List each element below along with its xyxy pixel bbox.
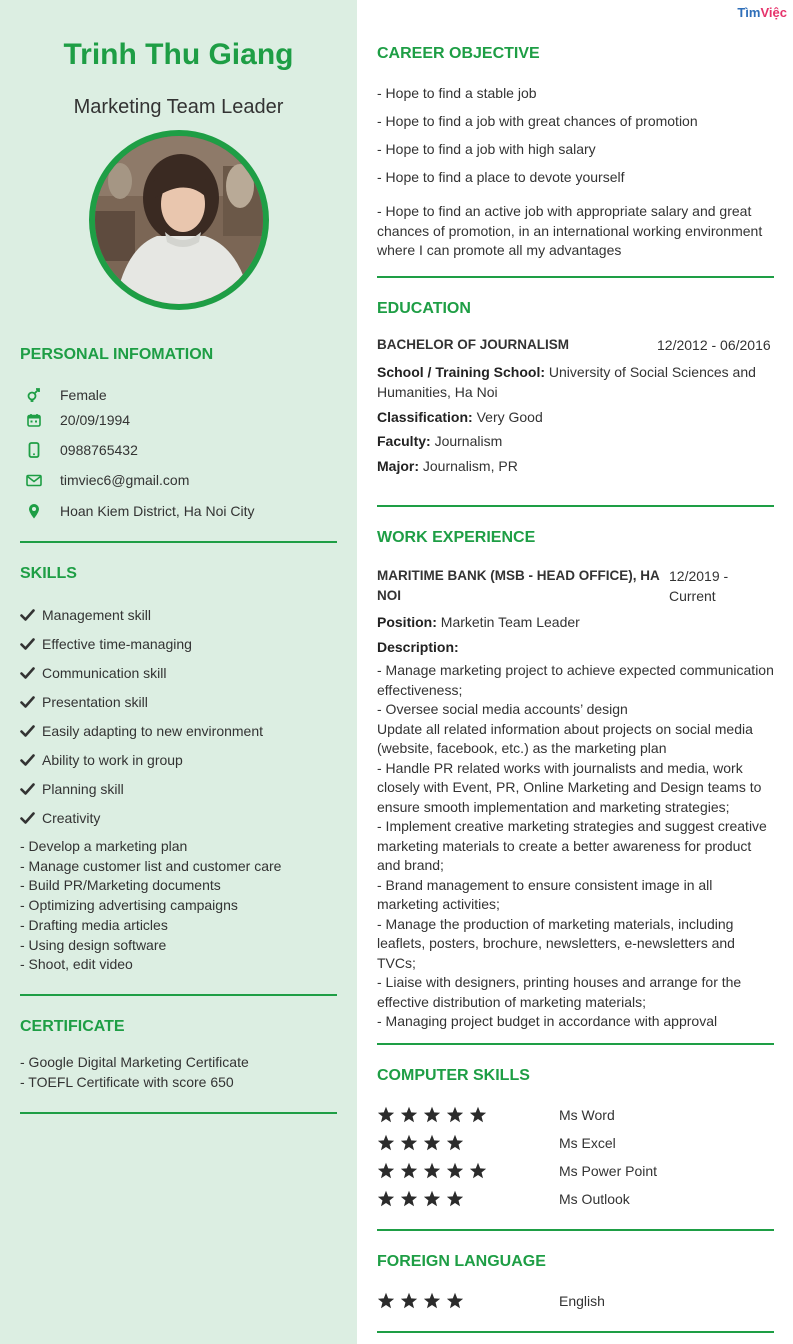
skill-detail-line: - Drafting media articles <box>20 916 168 933</box>
avatar-photo <box>95 136 263 304</box>
candidate-name: Trinh Thu Giang <box>63 38 294 71</box>
candidate-title: Marketing Team Leader <box>73 96 284 118</box>
education-major <box>377 456 777 476</box>
skill-item <box>20 808 100 828</box>
rating-label: Ms Excel <box>559 1135 616 1151</box>
school-value: University of Social Sciences and Humanities, Ha Noi <box>377 364 756 400</box>
star-icon <box>400 1292 423 1314</box>
major-value: Journalism, PR <box>419 458 518 474</box>
star-rating <box>377 1134 469 1156</box>
star-rating <box>377 1106 492 1128</box>
personal-info-heading: PERSONAL INFOMATION <box>20 346 214 363</box>
star-rating <box>377 1292 469 1314</box>
info-address <box>20 500 340 522</box>
computer-skill-row <box>377 1190 777 1210</box>
description-line: - Handle PR related works with journalists and media, work closely with Event, PR, Online Marketing and Design teams to ensure smooth implementation and marketing strategies; <box>377 759 762 815</box>
star-icon <box>377 1162 400 1184</box>
checkmark-icon <box>20 638 42 650</box>
star-icon <box>446 1292 469 1314</box>
description-line: - Manage the production of marketing materials, including leaflets, posters, brochure, newsletters, e-newsletters and TVCs; <box>377 915 735 971</box>
skill-item <box>20 634 192 654</box>
divider <box>20 1112 337 1114</box>
skill-label: Management skill <box>42 607 151 623</box>
objective-line: - Hope to find a job with high salary <box>377 141 596 157</box>
info-birthday <box>20 409 340 431</box>
email-icon <box>22 474 46 487</box>
description-line: - Liaise with designers, printing houses and arrange for the effective distribution of marketing materials; <box>377 974 742 1010</box>
skill-item <box>20 692 148 712</box>
education-heading: EDUCATION <box>377 300 471 317</box>
language-row <box>377 1292 777 1312</box>
description-line: - Oversee social media accounts’ design <box>377 701 628 717</box>
star-icon <box>400 1134 423 1156</box>
checkmark-icon <box>20 696 42 708</box>
checkmark-icon <box>20 609 42 621</box>
checkmark-icon <box>20 783 42 795</box>
description-label: Description: <box>377 639 459 655</box>
company-title: MARITIME BANK (MSB - HEAD OFFICE), HA NOI <box>377 568 660 603</box>
birthday-value: 20/09/1994 <box>60 412 131 428</box>
star-icon <box>377 1292 400 1314</box>
position-value: Marketin Team Leader <box>436 614 580 630</box>
objective-line: - Hope to find a stable job <box>377 85 537 101</box>
certificate-heading: CERTIFICATE <box>20 1018 125 1035</box>
checkmark-icon <box>20 725 42 737</box>
star-rating <box>377 1162 492 1184</box>
objective-line: - Hope to find a job with great chances of promotion <box>377 113 698 129</box>
rating-label: Ms Outlook <box>559 1191 630 1207</box>
work-description-label <box>377 637 777 657</box>
logo-part-2: Việc <box>760 5 787 20</box>
star-icon <box>400 1190 423 1212</box>
rating-label: Ms Word <box>559 1107 615 1123</box>
skill-detail-line: - Shoot, edit video <box>20 956 133 973</box>
avatar <box>89 130 269 310</box>
certificate-list <box>20 1053 350 1092</box>
skill-label: Communication skill <box>42 665 167 681</box>
degree-title: BACHELOR OF JOURNALISM <box>377 337 569 352</box>
skill-label: Creativity <box>42 810 101 826</box>
star-icon <box>423 1162 446 1184</box>
divider <box>377 505 774 507</box>
divider <box>377 1043 774 1045</box>
classification-label: Classification: <box>377 409 473 425</box>
divider <box>377 1229 774 1231</box>
skill-label: Ability to work in group <box>42 752 183 768</box>
info-email <box>20 469 340 491</box>
objective-line: - Hope to find a place to devote yourself <box>377 169 625 185</box>
star-rating <box>377 1190 469 1212</box>
star-icon <box>400 1106 423 1128</box>
skill-detail-line: - Build PR/Marketing documents <box>20 877 221 894</box>
description-line: - Manage marketing project to achieve expected communication effectiveness; <box>377 662 774 698</box>
description-line: - Brand management to ensure consistent image in all marketing activities; <box>377 876 713 912</box>
skills-detail-list <box>20 837 350 975</box>
objective-paragraph: - Hope to find an active job with appropriate salary and great chances of promotion, in an international working environment where I can promote all my advantages <box>377 203 763 258</box>
skill-item <box>20 750 183 770</box>
skill-label: Planning skill <box>42 781 124 797</box>
classification-value: Very Good <box>472 409 543 425</box>
timviec-logo[interactable] <box>737 5 787 20</box>
skill-label: Presentation skill <box>42 694 148 710</box>
info-gender <box>20 384 340 406</box>
logo-part-1: Tìm <box>737 5 761 20</box>
star-icon <box>469 1106 492 1128</box>
work-dates: 12/2019 - Current <box>669 568 729 604</box>
star-icon <box>423 1134 446 1156</box>
skill-item <box>20 663 166 683</box>
email-value[interactable]: timviec6@gmail.com <box>60 472 190 488</box>
star-icon <box>469 1162 492 1184</box>
work-position <box>377 612 777 632</box>
foreign-language-heading: FOREIGN LANGUAGE <box>377 1253 546 1270</box>
computer-skill-row <box>377 1162 777 1182</box>
career-objective-heading: CAREER OBJECTIVE <box>377 45 540 62</box>
rating-label: Ms Power Point <box>559 1163 658 1179</box>
star-icon <box>446 1106 469 1128</box>
education-dates: 12/2012 - 06/2016 <box>657 337 771 353</box>
star-icon <box>400 1162 423 1184</box>
gender-icon <box>22 387 46 403</box>
star-icon <box>423 1190 446 1212</box>
star-icon <box>446 1134 469 1156</box>
rating-label: English <box>559 1293 605 1309</box>
skill-detail-line: - Develop a marketing plan <box>20 838 188 854</box>
work-experience-heading: WORK EXPERIENCE <box>377 529 536 546</box>
skill-item <box>20 605 151 625</box>
computer-skills-heading: COMPUTER SKILLS <box>377 1067 530 1084</box>
phone-value: 0988765432 <box>60 442 138 458</box>
description-line: - Implement creative marketing strategies and suggest creative marketing materials to create a better awareness for product and brand; <box>377 818 767 873</box>
skill-item <box>20 721 263 741</box>
major-label: Major: <box>377 458 419 474</box>
location-pin-icon <box>22 503 46 519</box>
phone-icon <box>22 442 46 458</box>
position-label: Position: <box>377 614 437 630</box>
skill-label: Easily adapting to new environment <box>42 723 264 739</box>
skills-heading: SKILLS <box>20 565 77 582</box>
description-line: - Managing project budget in accordance with approval <box>377 1013 718 1029</box>
certificate-line: - TOEFL Certificate with score 650 <box>20 1073 234 1090</box>
skill-item <box>20 779 124 799</box>
computer-skill-row <box>377 1106 777 1126</box>
divider <box>377 1331 774 1333</box>
education-faculty <box>377 431 777 451</box>
divider <box>20 541 337 543</box>
faculty-label: Faculty: <box>377 433 431 449</box>
divider <box>377 276 774 278</box>
star-icon <box>377 1190 400 1212</box>
computer-skill-row <box>377 1134 777 1154</box>
calendar-icon <box>22 413 46 427</box>
checkmark-icon <box>20 754 42 766</box>
skill-detail-line: - Optimizing advertising campaigns <box>20 897 238 914</box>
divider <box>20 994 337 996</box>
address-value: Hoan Kiem District, Ha Noi City <box>60 503 255 519</box>
star-icon <box>377 1106 400 1128</box>
faculty-value: Journalism <box>430 433 503 449</box>
checkmark-icon <box>20 667 42 679</box>
star-icon <box>377 1134 400 1156</box>
skill-detail-line: - Manage customer list and customer care <box>20 857 282 874</box>
certificate-line: - Google Digital Marketing Certificate <box>20 1054 249 1070</box>
star-icon <box>423 1292 446 1314</box>
star-icon <box>446 1162 469 1184</box>
left-sidebar <box>0 0 357 1344</box>
description-line: Update all related information about projects on social media (website, facebook, etc.) as the marketing plan <box>377 720 753 756</box>
skill-detail-line: - Using design software <box>20 936 167 953</box>
gender-value: Female <box>60 387 107 403</box>
checkmark-icon <box>20 812 42 824</box>
star-icon <box>446 1190 469 1212</box>
star-icon <box>423 1106 446 1128</box>
work-description <box>377 661 777 1032</box>
school-label: School / Training School: <box>377 364 546 380</box>
education-classification <box>377 407 777 427</box>
education-school <box>377 362 757 402</box>
skill-label: Effective time-managing <box>42 636 192 652</box>
info-phone <box>20 439 340 461</box>
